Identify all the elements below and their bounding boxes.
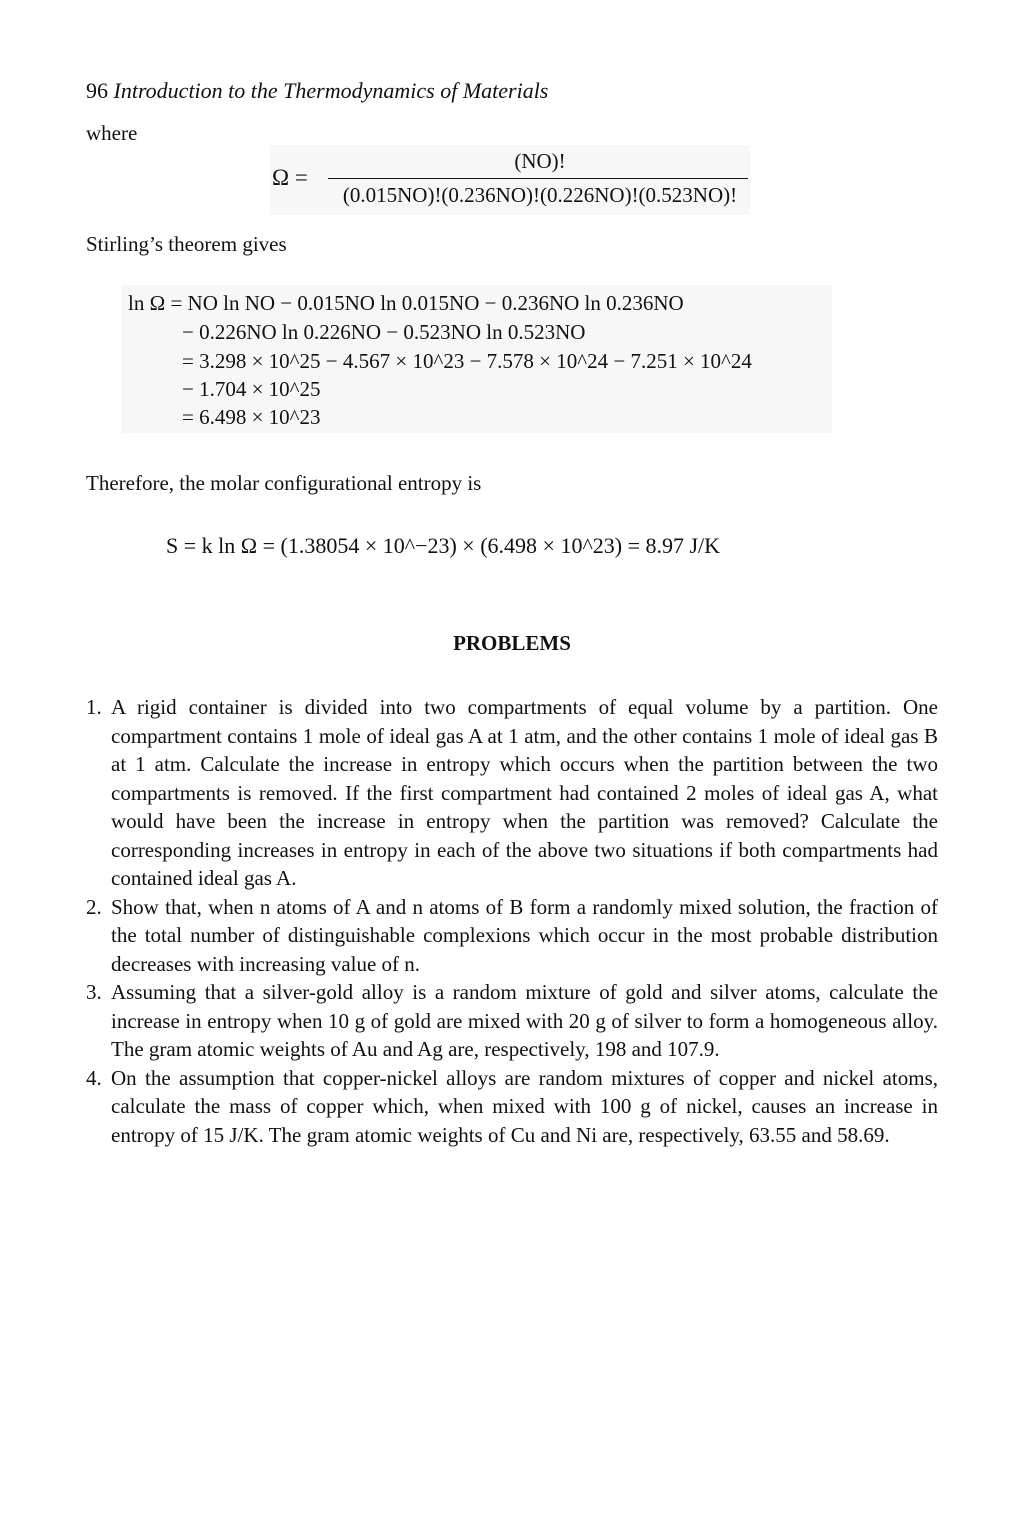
fraction-bar bbox=[328, 178, 748, 179]
ln-line-5: = 6.498 × 10^23 bbox=[182, 405, 321, 429]
problem-number: 3. bbox=[86, 980, 102, 1004]
problem-item bbox=[86, 1064, 938, 1150]
text-therefore: Therefore, the molar configurational entropy is bbox=[86, 471, 482, 495]
omega-denominator: (0.015NO)!(0.236NO)!(0.226NO)!(0.523NO)! bbox=[342, 183, 738, 207]
problem-number: 1. bbox=[86, 695, 102, 719]
problem-text: Show that, when n atoms of A and n atoms of B form a randomly mixed solution, the fraction of the total number of distinguishable complexions which occur in the most probable distribution decreases with increasing value of n. bbox=[111, 894, 938, 976]
entropy-equation: S = k ln Ω = (1.38054 × 10^−23) × (6.498 × 10^23) = 8.97 J/K bbox=[166, 533, 721, 558]
problem-item bbox=[86, 893, 938, 979]
omega-numerator: (NO)! bbox=[514, 149, 566, 173]
problem-item bbox=[86, 693, 938, 893]
problem-number: 2. bbox=[86, 894, 102, 919]
omega-lhs: Ω = bbox=[272, 165, 308, 190]
problems-list bbox=[86, 693, 938, 1149]
ln-line-1: ln Ω = NO ln NO − 0.015NO ln 0.015NO − 0.236NO ln 0.236NO bbox=[128, 291, 684, 315]
text-stirling: Stirling’s theorem gives bbox=[86, 232, 287, 256]
page-number: 96 bbox=[86, 78, 108, 103]
running-header bbox=[86, 78, 548, 104]
omega-equation bbox=[270, 145, 750, 215]
problems-heading: PROBLEMS bbox=[453, 631, 571, 655]
ln-line-2: − 0.226NO ln 0.226NO − 0.523NO ln 0.523NO bbox=[182, 320, 586, 344]
text-where: where bbox=[86, 121, 138, 145]
problem-text: On the assumption that copper-nickel alloys are random mixtures of copper and nickel atoms, calculate the mass of copper which, when mixed with 100 g of nickel, causes an increase in entropy of 15 J/K. The gram atomic weights of Cu and Ni are, respectively, 63.55 and 58.69. bbox=[111, 1065, 938, 1147]
problem-number: 4. bbox=[86, 1065, 102, 1090]
book-title: Introduction to the Thermodynamics of Materials bbox=[113, 78, 549, 103]
problem-text: A rigid container is divided into two compartments of equal volume by a partition. One compartment contains 1 mole of ideal gas A at 1 atm, and the other contains 1 mole of ideal gas B at 1 atm. Calculate the increase in entropy which occurs when the partition between the two compartments is removed. If the first compartment had contained 2 moles of ideal gas A, what would have been the increase in entropy when the partition was removed? Calculate the corresponding increases in entropy in each of the above two situations if both compartments had contained ideal gas A. bbox=[111, 695, 938, 890]
problem-text: Assuming that a silver-gold alloy is a random mixture of gold and silver atoms, calculate the increase in entropy when 10 g of gold are mixed with 20 g of silver to form a homogeneous alloy. The gram atomic weights of Au and Ag are, respectively, 198 and 107.9. bbox=[111, 980, 938, 1061]
problem-item bbox=[86, 978, 938, 1064]
ln-line-4: − 1.704 × 10^25 bbox=[182, 377, 321, 401]
ln-omega-derivation bbox=[122, 285, 832, 433]
ln-line-3: = 3.298 × 10^25 − 4.567 × 10^23 − 7.578 × 10^24 − 7.251 × 10^24 bbox=[182, 349, 752, 373]
